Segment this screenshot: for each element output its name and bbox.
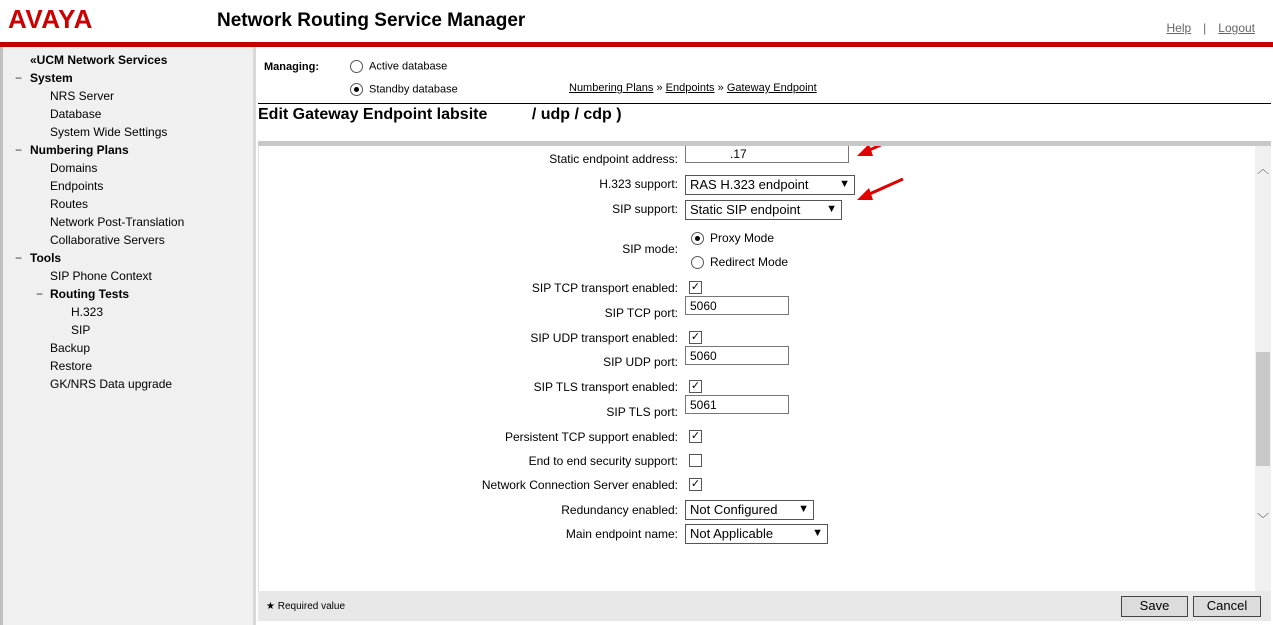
redundancy-select[interactable] [685,500,814,520]
chevron-down-icon: ▼ [839,178,850,190]
redirect-mode-radio[interactable] [691,255,788,269]
sidebar-item-nrs-server[interactable]: NRS Server [50,89,115,103]
breadcrumb-gateway-endpoint[interactable]: Gateway Endpoint [726,82,817,94]
sidebar-item-system[interactable]: System [30,71,73,85]
sidebar [0,47,256,625]
divider [258,103,1271,104]
annotation-arrow-icon [855,146,907,160]
sidebar-item-ucm-network-services[interactable]: «UCM Network Services [30,53,168,67]
sip-tcp-enabled-label: SIP TCP transport enabled: [531,281,678,295]
form-scrollbar[interactable] [1255,146,1271,591]
sip-tcp-port-label: SIP TCP port: [604,306,678,320]
static-address-input[interactable] [685,146,849,163]
main-endpoint-label: Main endpoint name: [565,527,678,541]
standby-database-radio[interactable] [350,83,458,96]
sip-mode-label: SIP mode: [622,242,678,256]
sip-tls-enabled-label: SIP TLS transport enabled: [533,380,678,394]
managing-label: Managing: [264,61,319,73]
logout-link[interactable]: Logout [1218,21,1255,35]
sidebar-item-restore[interactable]: Restore [50,359,93,373]
scrollbar-thumb[interactable] [1256,352,1270,466]
main-endpoint-select[interactable] [685,524,828,544]
sidebar-item-backup[interactable]: Backup [50,341,91,355]
chevron-down-icon[interactable]: ﹀ [1257,512,1270,526]
link-separator: | [1203,21,1207,35]
sidebar-item-collaborative-servers[interactable]: Collaborative Servers [50,233,165,247]
sidebar-item-network-post-translation[interactable]: Network Post-Translation [50,215,185,229]
active-database-radio[interactable] [350,60,447,73]
radio-off-icon [350,60,363,73]
sidebar-item-routing-tests[interactable]: Routing Tests [50,287,130,301]
top-links [1166,21,1255,35]
cancel-button[interactable]: Cancel [1193,596,1261,617]
sip-tcp-port-input[interactable] [685,296,789,315]
e2e-security-label: End to end security support: [528,454,678,468]
main-content [256,47,1273,625]
chevron-down-icon: ▼ [798,503,809,515]
endpoint-form [258,146,1255,591]
save-button[interactable]: Save [1121,596,1188,617]
chevron-down-icon: ▼ [812,527,823,539]
sidebar-item-domains[interactable]: Domains [50,161,98,175]
form-footer [258,591,1271,621]
e2e-security-checkbox[interactable] [689,454,702,467]
sip-support-label: SIP support: [612,202,678,216]
persistent-tcp-label: Persistent TCP support enabled: [505,430,678,444]
persistent-tcp-checkbox[interactable]: ✓ [690,430,701,442]
collapse-icon[interactable]: − [15,251,23,265]
sip-support-select[interactable] [685,200,842,220]
sip-tls-port-input[interactable] [685,395,789,414]
breadcrumb [569,82,817,94]
help-link[interactable]: Help [1166,21,1192,35]
sip-support-value: Static SIP endpoint [690,202,801,217]
sip-udp-enabled-label: SIP UDP transport enabled: [530,331,678,345]
radio-on-icon [691,232,704,245]
required-star-icon: ★ [266,601,275,612]
chevron-down-icon: ▼ [826,203,837,215]
required-value-text: Required value [277,601,346,612]
required-value-note [266,601,345,612]
sidebar-item-tools[interactable]: Tools [30,251,62,265]
sidebar-item-gk-nrs-data-upgrade[interactable]: GK/NRS Data upgrade [50,377,173,391]
h323-support-label: H.323 support: [599,177,678,191]
breadcrumb-separator: » [717,82,724,94]
collapse-icon[interactable]: − [36,287,44,301]
active-database-label: Active database [369,60,448,73]
proxy-mode-radio[interactable] [691,231,774,245]
sidebar-item-database[interactable]: Database [50,107,102,121]
sip-udp-port-label: SIP UDP port: [603,355,678,369]
proxy-mode-label: Proxy Mode [710,231,775,245]
collapse-icon[interactable]: − [15,143,23,157]
ncs-enabled-checkbox[interactable]: ✓ [690,478,701,490]
sidebar-item-numbering-plans[interactable]: Numbering Plans [30,143,129,157]
radio-off-icon [691,256,704,269]
sip-tcp-enabled-checkbox[interactable]: ✓ [690,281,701,293]
sidebar-item-routes[interactable]: Routes [50,197,89,211]
sip-tls-port-label: SIP TLS port: [606,405,678,419]
h323-support-value: RAS H.323 endpoint [690,177,809,192]
sidebar-item-system-wide-settings[interactable]: System Wide Settings [50,125,168,139]
redundancy-value: Not Configured [690,502,778,517]
h323-support-select[interactable] [685,175,855,195]
ncs-enabled-label: Network Connection Server enabled: [481,478,678,492]
app-title: Network Routing Service Manager [217,10,526,31]
sidebar-item-endpoints[interactable]: Endpoints [50,179,104,193]
main-endpoint-value: Not Applicable [690,526,774,541]
sidebar-item-sip[interactable]: SIP [71,323,91,337]
standby-database-label: Standby database [369,83,458,96]
avaya-logo: AVAYA [8,4,93,34]
header [0,0,1273,48]
sip-tls-enabled-checkbox[interactable]: ✓ [690,380,701,392]
breadcrumb-numbering-plans[interactable]: Numbering Plans [569,82,654,94]
radio-on-icon [350,83,363,96]
sidebar-item-sip-phone-context[interactable]: SIP Phone Context [50,269,152,283]
sidebar-item-h323[interactable]: H.323 [71,305,104,319]
page-title: Edit Gateway Endpoint labsite / udp / cdp ) [258,106,622,123]
collapse-icon[interactable]: − [15,71,23,85]
annotation-arrow-icon [855,176,907,204]
redundancy-label: Redundancy enabled: [561,503,678,517]
sip-udp-enabled-checkbox[interactable]: ✓ [690,331,701,343]
static-address-label: Static endpoint address: [549,152,678,166]
breadcrumb-endpoints[interactable]: Endpoints [665,82,715,94]
redirect-mode-label: Redirect Mode [710,255,789,269]
breadcrumb-separator: » [656,82,663,94]
chevron-up-icon[interactable]: ︿ [1257,162,1270,176]
sip-udp-port-input[interactable] [685,346,789,365]
